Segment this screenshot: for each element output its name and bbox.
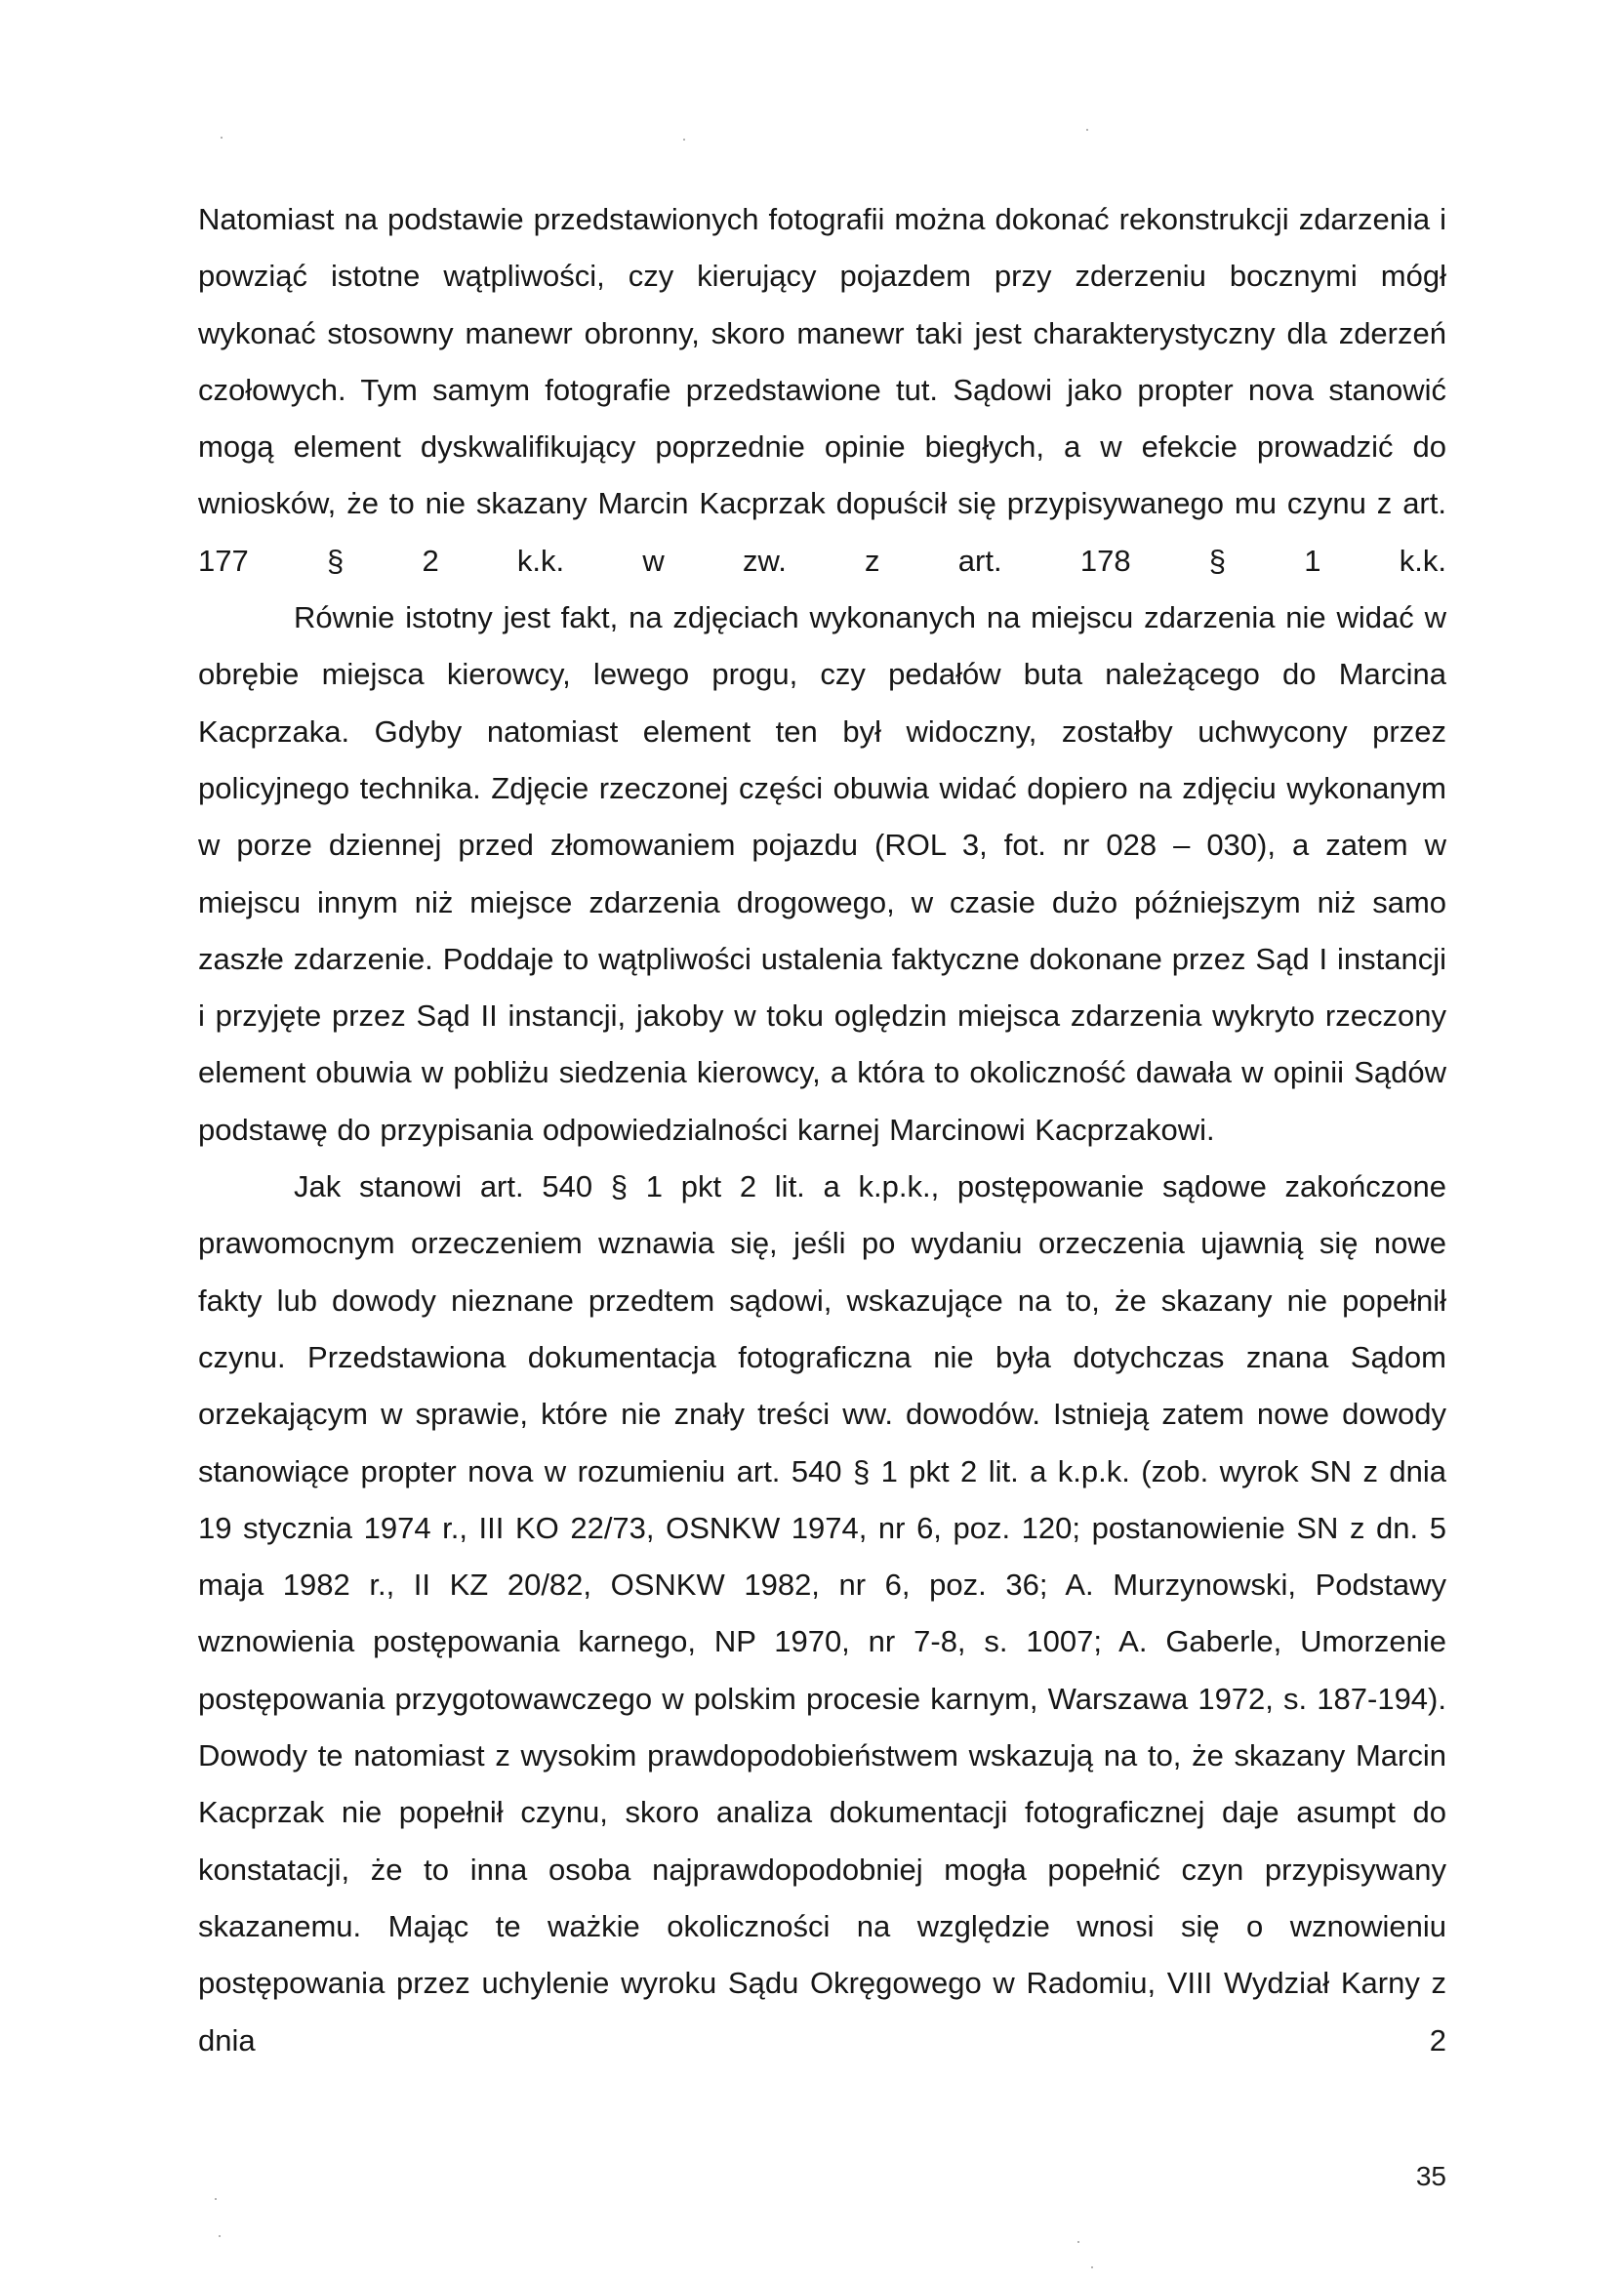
text-line: nowe fakty lub dowody nieznane przedtem sądowi, wskazujące na to, że skazany nie [198, 1226, 1446, 1318]
text-line: widać w obrębie miejsca kierowcy, lewego progu, czy pedałów buta należącego do [198, 600, 1446, 692]
text-line: późniejszym niż samo zaszłe zdarzenie. Poddaje to wątpliwości ustalenia faktyczne [198, 884, 1447, 976]
text-line: charakterystyczny dla zderzeń czołowych. Tym samym fotografie przedstawione tut. [198, 315, 1446, 407]
text-line: prawdopodobieństwem wskazują na to, że skazany Marcin Kacprzak nie popełnił [198, 1738, 1446, 1830]
text-line: przez policyjnego technika. Zdjęcie rzeczonej części obuwia widać dopiero na zdjęciu [198, 713, 1446, 805]
body-text [198, 191, 1446, 2069]
text-line: dopuścił się przypisywanego mu czynu z art. 177 § 2 k.k. w zw. z art. 178 § 1 k.k. [198, 486, 1446, 578]
scan-speck [215, 2198, 217, 2200]
text-line: poz. 36; A. Murzynowski, Podstawy wznowienia postępowania karnego, NP 1970, nr [198, 1568, 1446, 1659]
text-line: biegłych, a w efekcie prowadzić do wniosków, że to nie skazany Marcin Kacprzak [198, 429, 1446, 521]
text-line: 030), a zatem w miejscu innym niż miejsce zdarzenia drogowego, w czasie dużo [198, 828, 1446, 919]
text-line: odpowiedzialności karnej Marcinowi Kacprzakowi. [542, 1112, 1215, 1147]
scan-speck [683, 139, 685, 141]
text-line: Równie istotny jest fakt, na zdjęciach wykonanych na miejscu zdarzenia nie [294, 600, 1326, 635]
scan-speck [221, 137, 223, 139]
text-line: czynu, skoro analiza dokumentacji fotograficznej daje asumpt do konstatacji, że to [198, 1795, 1447, 1887]
text-line: poz. 120; postanowienie SN z dn. 5 maja 1982 r., II KZ 20/82, OSNKW 1982, nr 6, [198, 1510, 1446, 1603]
text-line: zdarzenia i powziąć istotne wątpliwości, czy kierujący pojazdem przy zderzeniu [198, 202, 1446, 294]
page-number: 35 [1415, 2161, 1446, 2191]
text-line: k.p.k. (zob. wyrok SN z dnia 19 stycznia 1974 r., III KO 22/73, OSNKW 1974, nr 6, [198, 1453, 1446, 1545]
text-line: kierowcy, a która to okoliczność dawała w opinii Sądów podstawę do przypisania [198, 1055, 1446, 1147]
scan-speck [1086, 129, 1088, 131]
text-line: procesie karnym, Warszawa 1972, s. 187-194). Dowody te natomiast z wysokim [198, 1681, 1446, 1773]
text-line: dokonane przez Sąd I instancji i przyjęte przez Sąd II instancji, jakoby w toku [198, 941, 1446, 1034]
scan-speck [1091, 2266, 1093, 2268]
text-line: 7-8, s. 1007; A. Gaberle, Umorzenie postępowania przygotowawczego w polskim [198, 1624, 1446, 1716]
scan-speck [1077, 2241, 1079, 2243]
text-line: inna osoba najprawdopodobniej mogła popełnić czyn przypisywany skazanemu. [198, 1852, 1446, 1943]
text-line: Natomiast na podstawie przedstawionych fotografii można dokonać rekonstrukcji [198, 202, 1289, 236]
paragraph-3 [198, 1159, 1446, 2069]
text-line: zatem nowe dowody stanowiące propter nova w rozumieniu art. 540 § 1 pkt 2 lit. a [198, 1397, 1446, 1488]
text-line: wykonanym w porze dziennej przed złomowaniem pojazdu (ROL 3, fot. nr 028 – [198, 770, 1446, 863]
text-line: oględzin miejsca zdarzenia wykryto rzeczony element obuwia w pobliżu siedzenia [198, 998, 1446, 1090]
text-line: Sądowi jako propter nova stanowić mogą element dyskwalifikujący poprzednie opinie [198, 372, 1447, 465]
text-line: Jak stanowi art. 540 § 1 pkt 2 lit. a k.p.k., postępowanie sądowe zakończone [294, 1169, 1446, 1204]
text-line: Mając te ważkie okoliczności na względzie wnosi się o wznowieniu postępowania [198, 1908, 1446, 2001]
text-line: prawomocnym orzeczeniem wznawia się, jeśli po wydaniu orzeczenia ujawnią się [198, 1226, 1359, 1261]
paragraph-1 [198, 191, 1446, 590]
scan-speck [219, 2235, 221, 2237]
paragraph-2 [198, 590, 1446, 1159]
text-line: popełnił czynu. Przedstawiona dokumentacja fotograficzna nie była dotychczas [198, 1283, 1446, 1374]
text-line: przez uchylenie wyroku Sądu Okręgowego w Radomiu, VIII Wydział Karny z dnia 2 [198, 1966, 1446, 2058]
text-line: Marcina Kacprzaka. Gdyby natomiast element ten był widoczny, zostałby uchwycony [198, 657, 1446, 749]
text-line: znana Sądom orzekającym w sprawie, które nie znały treści ww. dowodów. Istnieją [198, 1339, 1446, 1432]
text-line: bocznymi mógł wykonać stosowny manewr obronny, skoro manewr taki jest [198, 259, 1446, 350]
